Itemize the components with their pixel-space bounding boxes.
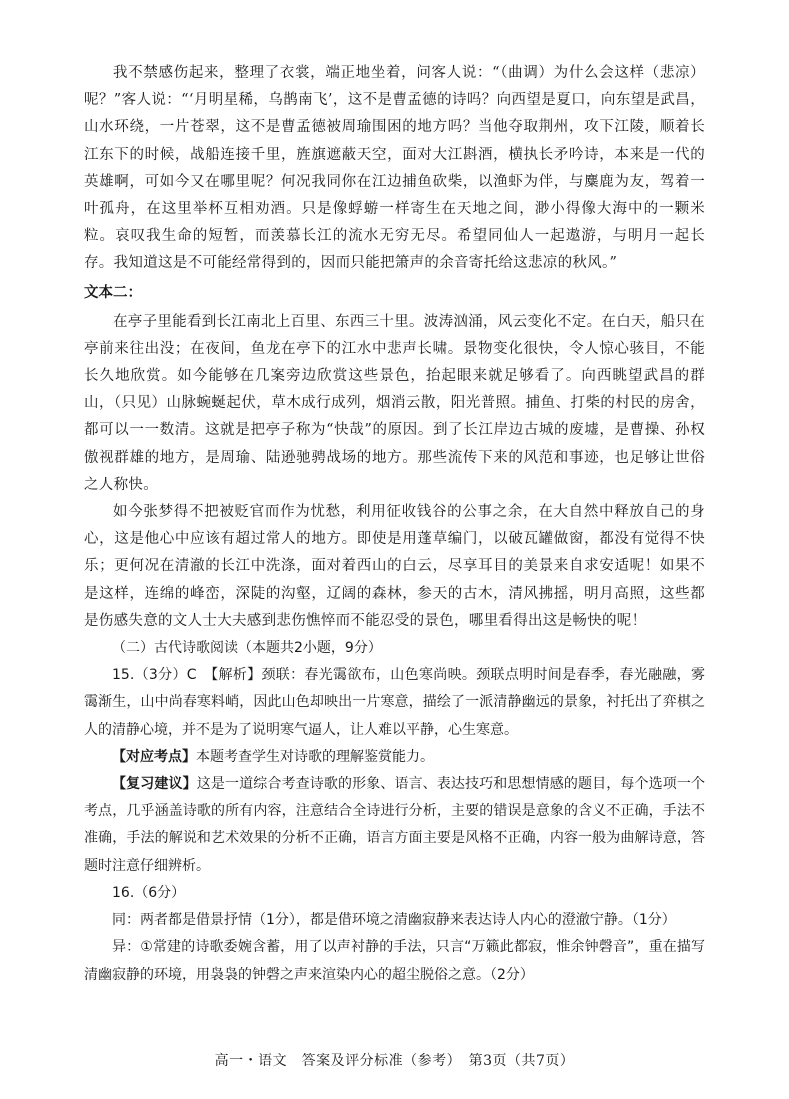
q15-answer: 15.（3分）C 【解析】颈联：春光霭欲布，山色寒尚映。颈联点明时间是春季，春光融融，雾霭渐生，山中尚春寒料峭，因此山色却映出一片寒意，描绘了一派清静幽远的景象，衬托出了弈棋之人的清静心境，并不是为了说明寒气逼人，让人难以平静，心生寒意。 xyxy=(84,667,705,738)
q15-jianyi xyxy=(84,771,705,880)
jianyi-tag: 【复习建议】 xyxy=(112,776,197,793)
section-heading-poetry: （二）古代诗歌阅读（本题共2小题，9分） xyxy=(112,640,382,657)
q16-yi: 异：①常建的诗歌委婉含蓄，用了以声衬静的手法，只言“万籁此都寂，惟余钟磬音”，重在描写清幽寂静的环境，用袅袅的钟磬之声来渲染内心的超尘脱俗之意。（2分） xyxy=(84,939,705,983)
jianyi-text: 这是一道综合考查诗歌的形象、语言、表达技巧和思想情感的题目，每个选项一个考点，几乎涵盖诗歌的所有内容，注意结合全诗进行分析，主要的错误是意象的含义不正确，手法不准确，手法的解说和艺术效果的分析不正确，语言方面主要是风格不正确，内容一般为曲解诗意，答题时注意仔细辨析。 xyxy=(84,776,706,874)
kaodian-text: 本题考查学生对诗歌的理解鉴赏能力。 xyxy=(196,748,434,765)
q16-tong: 同：两者都是借景抒情（1分），都是借环境之清幽寂静来表达诗人内心的澄澈宁静。（1分） xyxy=(112,912,676,929)
page-footer: 高一・语文 答案及评分标准（参考） 第3页（共7页） xyxy=(214,1053,575,1069)
kaodian-tag: 【对应考点】 xyxy=(112,748,196,765)
text2-paragraph-1: 在亭子里能看到长江南北上百里、东西三十里。波涛汹涌，风云变化不定。在白天，船只在亭前来往出没；在夜间，鱼龙在亭下的江水中悲声长啸。景物变化很快，令人惊心骇目，不能长久地欣赏。如今能够在几案旁边欣赏这些景色，抬起眼来就足够看了。向西眺望武昌的群山，（只见）山脉蜿蜒起伏，草木成行成列，烟消云散，阳光普照。捕鱼、打柴的村民的房舍，都可以一一数清。这就是把亭子称为“快哉”的原因。到了长江岸边古城的废墟，是曹操、孙权傲视群雄的地方，是周瑜、陆逊驰骋战场的地方。那些流传下来的风范和事迹，也足够让世俗之人称快。 xyxy=(84,313,705,493)
q15-kaodian xyxy=(84,744,705,771)
text1-paragraph: 我不禁感伤起来，整理了衣裳，端正地坐着，问客人说：“（曲调）为什么会这样（悲凉）呢？”客人说：“‘月明星稀，乌鹊南飞’，这不是曹孟德的诗吗？向西望是夏口，向东望是武昌，山水环绕，一片苍翠，这不是曹孟德被周瑜围困的地方吗？当他夺取荆州，攻下江陵，顺着长江东下的时候，战船连接千里，旌旗遮蔽天空，面对大江斟酒，横执长矛吟诗，本来是一代的英雄啊，可如今又在哪里呢？何况我同你在江边捕鱼砍柴，以渔虾为伴，与麋鹿为友，驾着一叶孤舟，在这里举杯互相劝酒。只是像蜉蝣一样寄生在天地之间，渺小得像大海中的一颗米粒。哀叹我生命的短暂，而羡慕长江的流水无穷无尽。希望同仙人一起遨游，与明月一起长存。我知道这是不可能经常得到的，因而只能把箫声的余音寄托给这悲凉的秋风。” xyxy=(84,65,705,272)
text2-heading: 文本二： xyxy=(84,284,142,301)
q16-heading: 16.（6分） xyxy=(112,884,186,901)
text2-paragraph-2: 如今张梦得不把被贬官而作为忧愁，利用征收钱谷的公事之余，在大自然中释放自己的身心，这是他心中应该有超过常人的地方。即使是用蓬草编门，以破瓦罐做窗，都没有觉得不快乐；更何况在清澈的长江中洗涤，面对着西山的白云，尽享耳目的美景来自求安适呢！如果不是这样，连绵的峰峦，深陡的沟壑，辽阔的森林，参天的古木，清风拂摇，明月高照，这些都是伤感失意的文人士大夫感到悲伤憔悴而不能忍受的景色，哪里看得出这是畅快的呢！ xyxy=(84,504,705,629)
